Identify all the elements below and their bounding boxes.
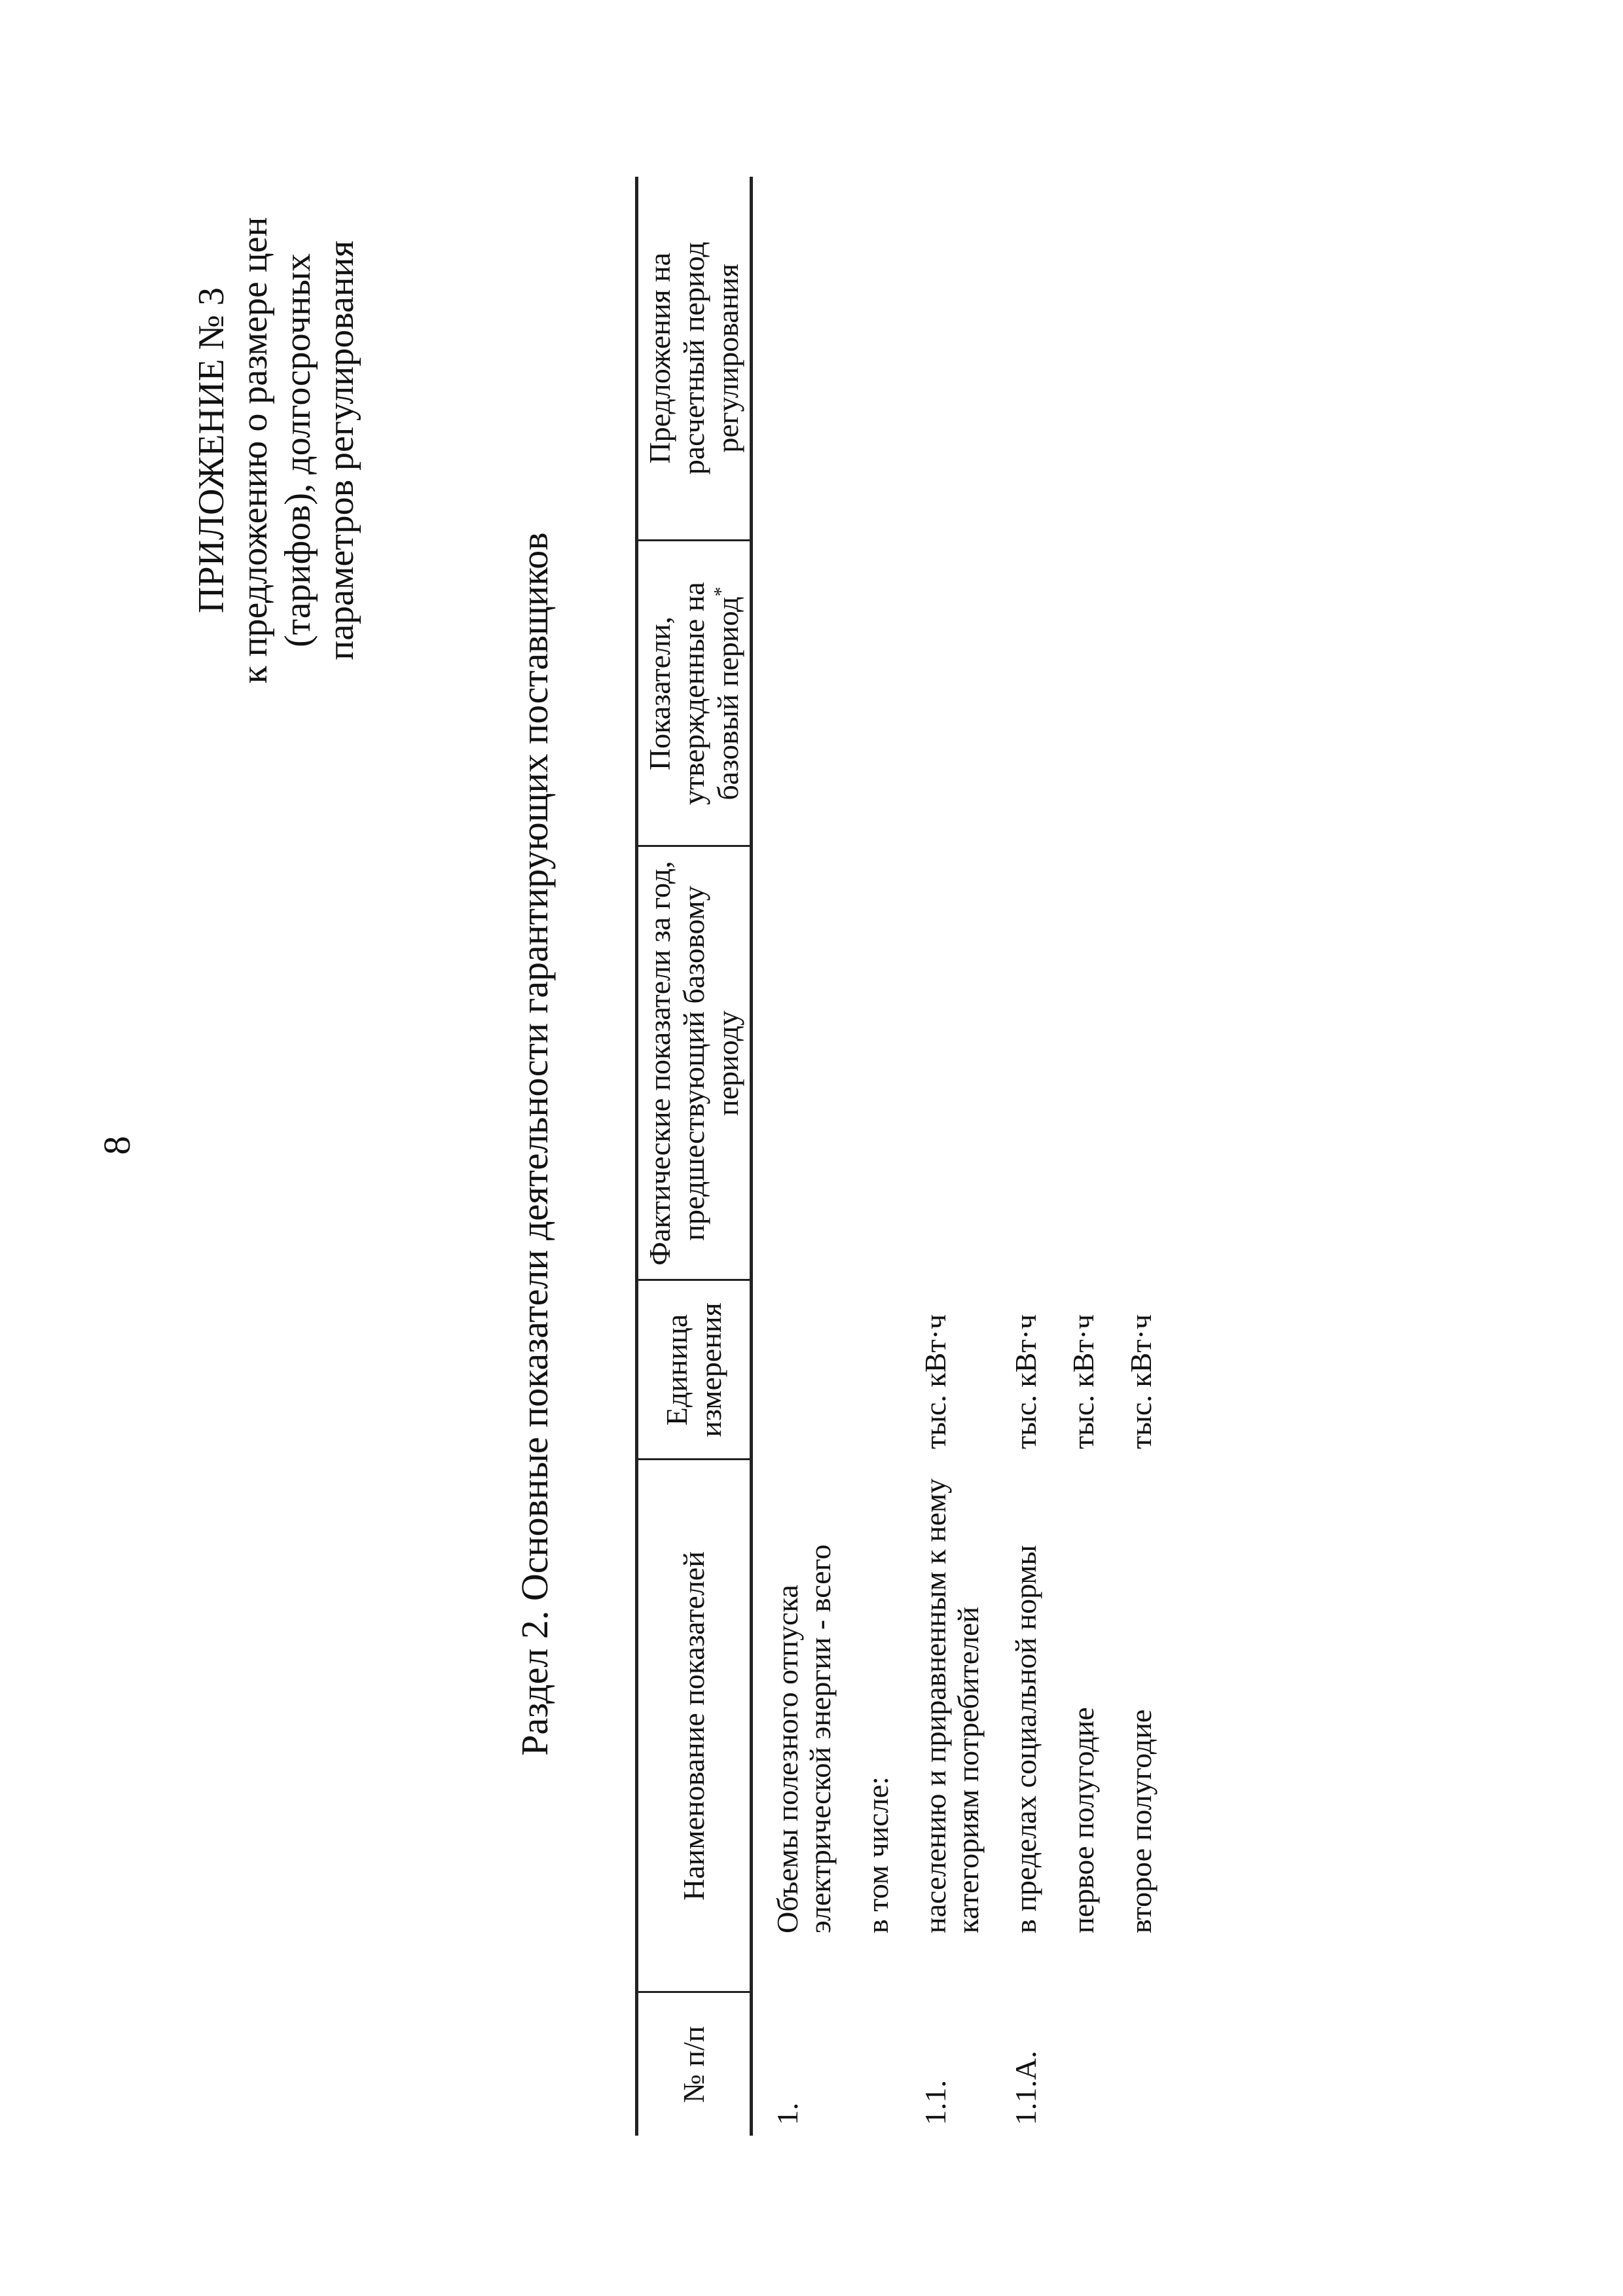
row-unit xyxy=(752,1280,844,1460)
row-approved xyxy=(991,541,1049,846)
row-num xyxy=(1106,1992,1164,2136)
header-num: № п/п xyxy=(637,1992,752,2136)
row-proposed xyxy=(1049,177,1106,541)
footnote-mark: * xyxy=(710,586,732,597)
header-approved xyxy=(637,541,752,846)
row-num xyxy=(1049,1992,1106,2136)
row-actual xyxy=(1049,846,1106,1280)
row-approved xyxy=(843,541,901,846)
row-name: в том числе: xyxy=(861,1776,894,1933)
row-unit: тыс. кВт·ч xyxy=(1124,1314,1158,1449)
row-actual xyxy=(843,846,901,1280)
row-unit xyxy=(843,1280,901,1460)
row-name: второе полугодие xyxy=(1124,1709,1158,1933)
row-name: первое полугодие xyxy=(1067,1707,1100,1933)
row-num: 1.1.А. xyxy=(1009,2051,1042,2125)
row-unit: тыс. кВт·ч xyxy=(919,1314,952,1449)
row-num: 1.1. xyxy=(919,2080,952,2125)
row-unit: тыс. кВт·ч xyxy=(1067,1314,1100,1449)
row-num xyxy=(843,1992,901,2136)
row-unit: тыс. кВт·ч xyxy=(1009,1314,1042,1449)
indicators-table xyxy=(635,177,1164,2136)
page-number: 8 xyxy=(96,1136,138,1155)
section-title: Раздел 2. Основные показатели деятельности гарантирующих поставщиков xyxy=(513,532,556,1756)
row-proposed xyxy=(991,177,1049,541)
appendix-title: ПРИЛОЖЕНИЕ № 3 xyxy=(191,287,232,613)
row-name: Объемы полезного отпуска электрической энергии - всего xyxy=(771,1544,837,1933)
row-actual xyxy=(1106,846,1164,1280)
header-actual: Фактические показатели за год, предшествующий базовому периоду xyxy=(637,846,752,1280)
table-row xyxy=(1106,177,1164,2136)
row-proposed xyxy=(752,177,844,541)
appendix-subtitle-line: параметров регулирования xyxy=(321,240,361,660)
row-actual xyxy=(991,846,1049,1280)
row-name: населению и приравненным к нему категориям потребителей xyxy=(919,1478,985,1933)
row-actual xyxy=(901,846,991,1280)
row-proposed xyxy=(1106,177,1164,541)
appendix-subtitle-line: (тарифов), долгосрочных xyxy=(278,253,318,647)
header-proposed: Предложения на расчетный период регулирования xyxy=(637,177,752,541)
table-row xyxy=(1049,177,1106,2136)
table-row xyxy=(901,177,991,2136)
row-approved xyxy=(1106,541,1164,846)
row-proposed xyxy=(901,177,991,541)
row-approved xyxy=(901,541,991,846)
row-approved xyxy=(1049,541,1106,846)
row-approved xyxy=(752,541,844,846)
table-row xyxy=(991,177,1049,2136)
appendix-subtitle-line: к предложению о размере цен xyxy=(234,217,275,684)
table-row xyxy=(752,177,844,2136)
appendix-heading xyxy=(190,162,363,738)
row-actual xyxy=(752,846,844,1280)
row-proposed xyxy=(843,177,901,541)
table-header-row xyxy=(637,177,752,2136)
row-name: в пределах социальной нормы xyxy=(1009,1545,1042,1933)
table-row xyxy=(843,177,901,2136)
header-name: Наименование показателей xyxy=(637,1460,752,1992)
header-approved-text: Показатели, утвержденные на базовый период xyxy=(643,582,744,805)
row-num: 1. xyxy=(771,2102,804,2125)
header-unit: Единица измерения xyxy=(637,1280,752,1460)
